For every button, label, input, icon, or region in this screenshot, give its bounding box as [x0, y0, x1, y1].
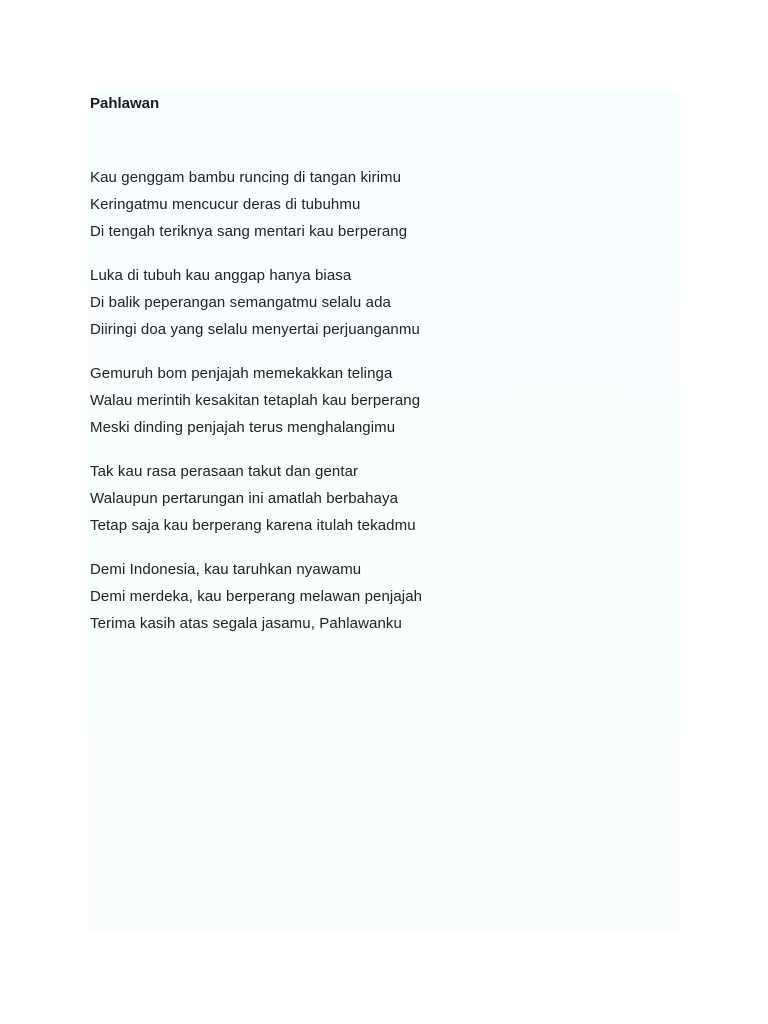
poem-line: Luka di tubuh kau anggap hanya biasa	[90, 267, 352, 284]
stanza-5	[90, 556, 650, 637]
poem-line: Di tengah teriknya sang mentari kau berperang	[90, 223, 408, 240]
poem-body	[90, 90, 650, 637]
poem-line: Diiringi doa yang selalu menyertai perjuanganmu	[90, 321, 420, 338]
poem-line: Terima kasih atas segala jasamu, Pahlawanku	[90, 615, 402, 632]
poem-line: Kau genggam bambu runcing di tangan kirimu	[90, 169, 402, 186]
stanza-4	[90, 458, 650, 539]
poem-line: Keringatmu mencucur deras di tubuhmu	[90, 196, 361, 213]
poem-line: Tak kau rasa perasaan takut dan gentar	[90, 463, 359, 480]
poem-line: Meski dinding penjajah terus menghalangimu	[90, 419, 396, 436]
poem-line: Di balik peperangan semangatmu selalu ada	[90, 294, 391, 311]
poem-line: Walaupun pertarungan ini amatlah berbahaya	[90, 490, 399, 507]
poem-title: Pahlawan	[90, 95, 160, 112]
stanza-3	[90, 360, 650, 441]
poem-line: Demi merdeka, kau berperang melawan penjajah	[90, 588, 423, 605]
stanza-2	[90, 262, 650, 343]
poem-line: Tetap saja kau berperang karena itulah tekadmu	[90, 517, 416, 534]
poem-line: Walau merintih kesakitan tetaplah kau berperang	[90, 392, 421, 409]
stanza-1	[90, 164, 650, 245]
poem-line: Gemuruh bom penjajah memekakkan telinga	[90, 365, 393, 382]
poem-line: Demi Indonesia, kau taruhkan nyawamu	[90, 561, 362, 578]
